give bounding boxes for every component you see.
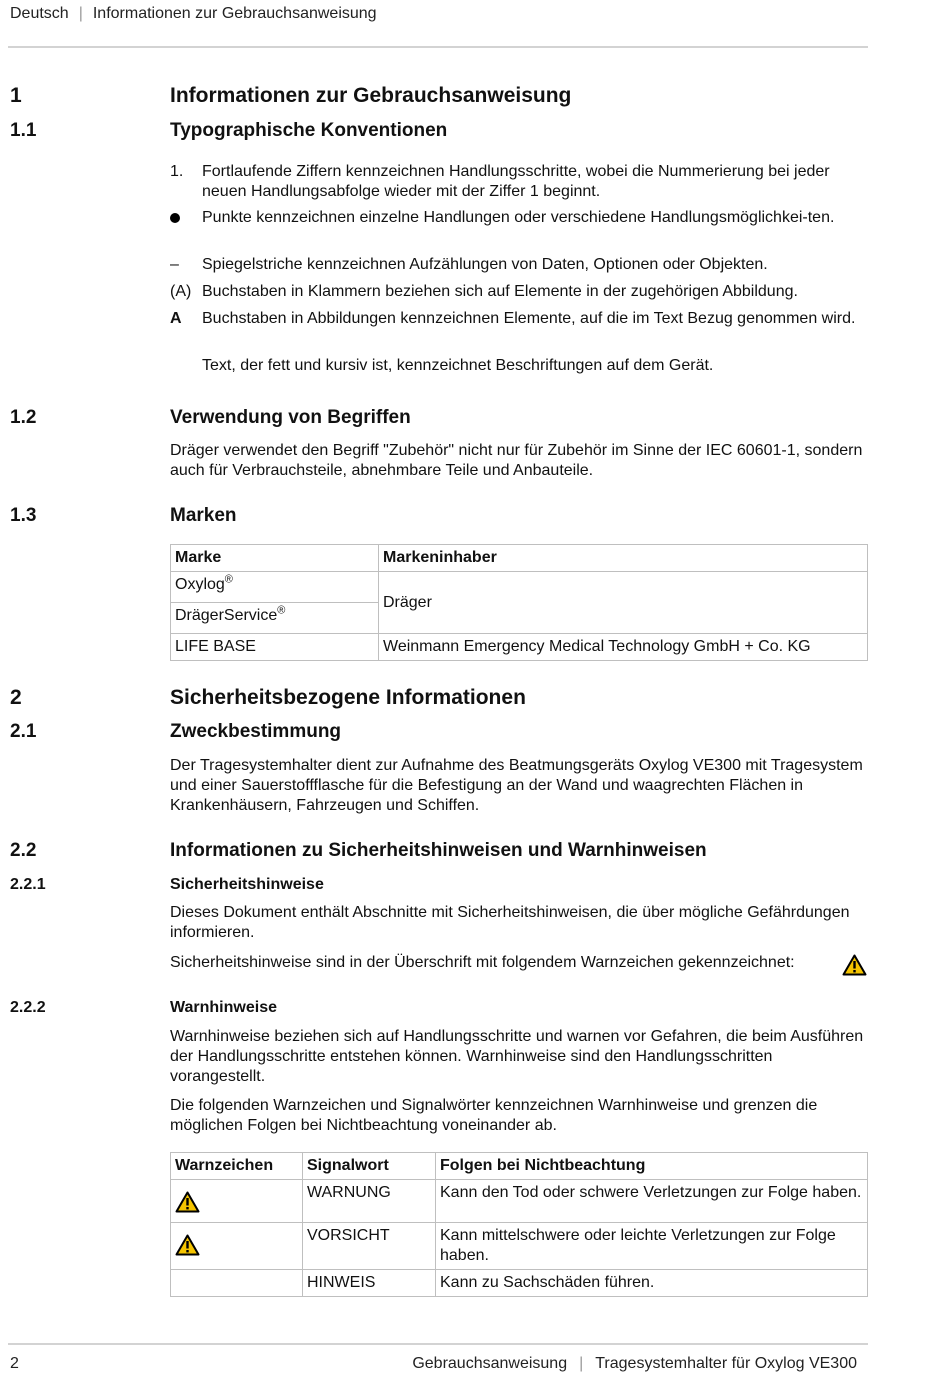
list-text: Text, der fett und kursiv ist, kennzeichnet Beschriftungen auf dem Gerät.	[202, 357, 714, 374]
heading-number: 2.2.1	[10, 876, 46, 893]
table-cell: HINWEIS	[303, 1270, 436, 1297]
table-cell: Kann den Tod oder schwere Verletzungen zur Folge haben.	[436, 1180, 868, 1223]
table-cell: Dräger	[379, 572, 868, 634]
paragraph-terms: Dräger verwendet den Begriff "Zubehör" nicht nur für Zubehör im Sinne der IEC 60601-1, sondern auch für Verbrauchsteile, abnehmbare Teile und Anbauteile.	[170, 442, 863, 479]
list-marker: –	[170, 256, 179, 273]
heading-title: Sicherheitsbezogene Informationen	[170, 686, 526, 709]
footer-separator: |	[579, 1355, 584, 1372]
header-section: Informationen zur Gebrauchsanweisung	[92, 5, 377, 22]
convention-bullet	[170, 208, 868, 228]
heading-number: 2.1	[10, 721, 37, 742]
heading-number: 1.3	[10, 505, 37, 526]
footer-doc-type: Gebrauchsanweisung	[412, 1355, 568, 1372]
table-cell	[171, 572, 379, 603]
convention-bold-italic	[170, 356, 868, 376]
table-cell: Kann zu Sachschäden führen.	[436, 1270, 868, 1297]
bullet-dot-icon	[170, 208, 200, 229]
page-number: 2	[10, 1355, 19, 1372]
page-header	[10, 4, 377, 24]
heading-title: Verwendung von Begriffen	[170, 407, 411, 428]
registered-mark: ®	[224, 573, 233, 586]
table-row	[171, 1180, 868, 1223]
heading-number: 2	[10, 686, 22, 709]
header-rule	[8, 46, 868, 48]
table-cell	[171, 1223, 303, 1270]
footer-product: Tragesystemhalter für Oxylog VE300	[595, 1355, 857, 1372]
paragraph-warnings-2: Die folgenden Warnzeichen und Signalwörter kennzeichnen Warnhinweise und grenzen die möglichen Folgen bei Nichtbeachtung voneinander ab.	[170, 1097, 818, 1134]
paragraph-safety-2	[170, 953, 868, 973]
list-marker: A	[170, 310, 182, 327]
footer-doc-info	[412, 1354, 857, 1374]
heading-title: Typographische Konventionen	[170, 120, 448, 141]
table-header-cell: Signalwort	[303, 1153, 436, 1180]
paragraph-text: Sicherheitshinweise sind in der Überschrift mit folgendem Warnzeichen gekennzeichnet:	[170, 954, 795, 971]
heading-number: 2.2	[10, 840, 37, 861]
table-header-row	[171, 1153, 868, 1180]
trademark-name: Oxylog	[175, 576, 225, 593]
trademark-table	[170, 544, 868, 661]
table-header-cell: Markeninhaber	[379, 545, 868, 572]
convention-dash	[170, 255, 868, 275]
list-marker: 1.	[170, 163, 184, 180]
table-cell	[171, 1180, 303, 1223]
heading-title: Marken	[170, 505, 237, 526]
list-marker: (A)	[170, 283, 192, 300]
heading-number: 1.1	[10, 120, 37, 141]
list-text: Fortlaufende Ziffern kennzeichnen Handlungsschritte, wobei die Nummerierung bei jeder neuen Handlungsabfolge wieder mit der Ziffer 1 beginnt.	[202, 163, 830, 200]
list-text: Spiegelstriche kennzeichnen Aufzählungen von Daten, Optionen oder Objekten.	[202, 256, 768, 273]
convention-letter	[170, 309, 868, 329]
list-text: Buchstaben in Klammern beziehen sich auf Elemente in der zugehörigen Abbildung.	[202, 283, 798, 300]
footer-rule	[8, 1343, 868, 1345]
table-header-cell: Marke	[171, 545, 379, 572]
table-row	[171, 1270, 868, 1297]
warning-triangle-icon	[175, 1191, 200, 1213]
convention-numbered	[170, 162, 868, 202]
heading-number: 2.2.2	[10, 999, 46, 1016]
heading-title: Informationen zur Gebrauchsanweisung	[170, 84, 572, 107]
heading-number: 1	[10, 84, 22, 107]
table-header-cell: Folgen bei Nichtbeachtung	[436, 1153, 868, 1180]
paragraph-safety-1: Dieses Dokument enthält Abschnitte mit Sicherheitshinweisen, die über mögliche Gefährdungen informieren.	[170, 904, 850, 941]
table-cell: Kann mittelschwere oder leichte Verletzungen zur Folge haben.	[436, 1223, 868, 1270]
warning-triangle-icon	[175, 1234, 200, 1256]
header-language: Deutsch	[10, 5, 69, 22]
heading-title: Sicherheitshinweise	[170, 876, 324, 893]
convention-parentheses	[170, 282, 868, 302]
paragraph-warnings-1: Warnhinweise beziehen sich auf Handlungsschritte und warnen vor Gefahren, die beim Ausführen der Handlungsschritte entstehen können. Warnhinweise sind den Handlungsschritten vorangestellt.	[170, 1028, 864, 1085]
heading-title: Zweckbestimmung	[170, 721, 342, 742]
table-cell: WARNUNG	[303, 1180, 436, 1223]
heading-number: 1.2	[10, 407, 37, 428]
table-row	[171, 634, 868, 661]
trademark-name: DrägerService	[175, 607, 278, 624]
paragraph-intended-use: Der Tragesystemhalter dient zur Aufnahme des Beatmungsgeräts Oxylog VE300 mit Tragesystem und einer Sauerstoffflasche für die Befestigung an der Wand und waagrechten Flächen in Krankenhäusern, Fahrzeugen und Schiffen.	[170, 757, 863, 814]
header-separator: |	[78, 5, 83, 22]
heading-title: Informationen zu Sicherheitshinweisen und Warnhinweisen	[170, 840, 707, 861]
table-cell	[171, 603, 379, 634]
registered-mark: ®	[277, 604, 286, 617]
heading-title: Warnhinweise	[170, 999, 277, 1016]
list-text: Buchstaben in Abbildungen kennzeichnen Elemente, auf die im Text Bezug genommen wird.	[202, 310, 856, 327]
table-header-row	[171, 545, 868, 572]
table-row	[171, 1223, 868, 1270]
table-cell: Weinmann Emergency Medical Technology GmbH + Co. KG	[379, 634, 868, 661]
table-header-cell: Warnzeichen	[171, 1153, 303, 1180]
table-cell: VORSICHT	[303, 1223, 436, 1270]
warning-table	[170, 1152, 868, 1297]
table-cell	[171, 1270, 303, 1297]
table-row	[171, 572, 868, 603]
warning-triangle-icon	[842, 954, 867, 976]
table-cell: LIFE BASE	[171, 634, 379, 661]
list-text: Punkte kennzeichnen einzelne Handlungen oder verschiedene Handlungsmöglichkei-ten.	[202, 209, 835, 226]
